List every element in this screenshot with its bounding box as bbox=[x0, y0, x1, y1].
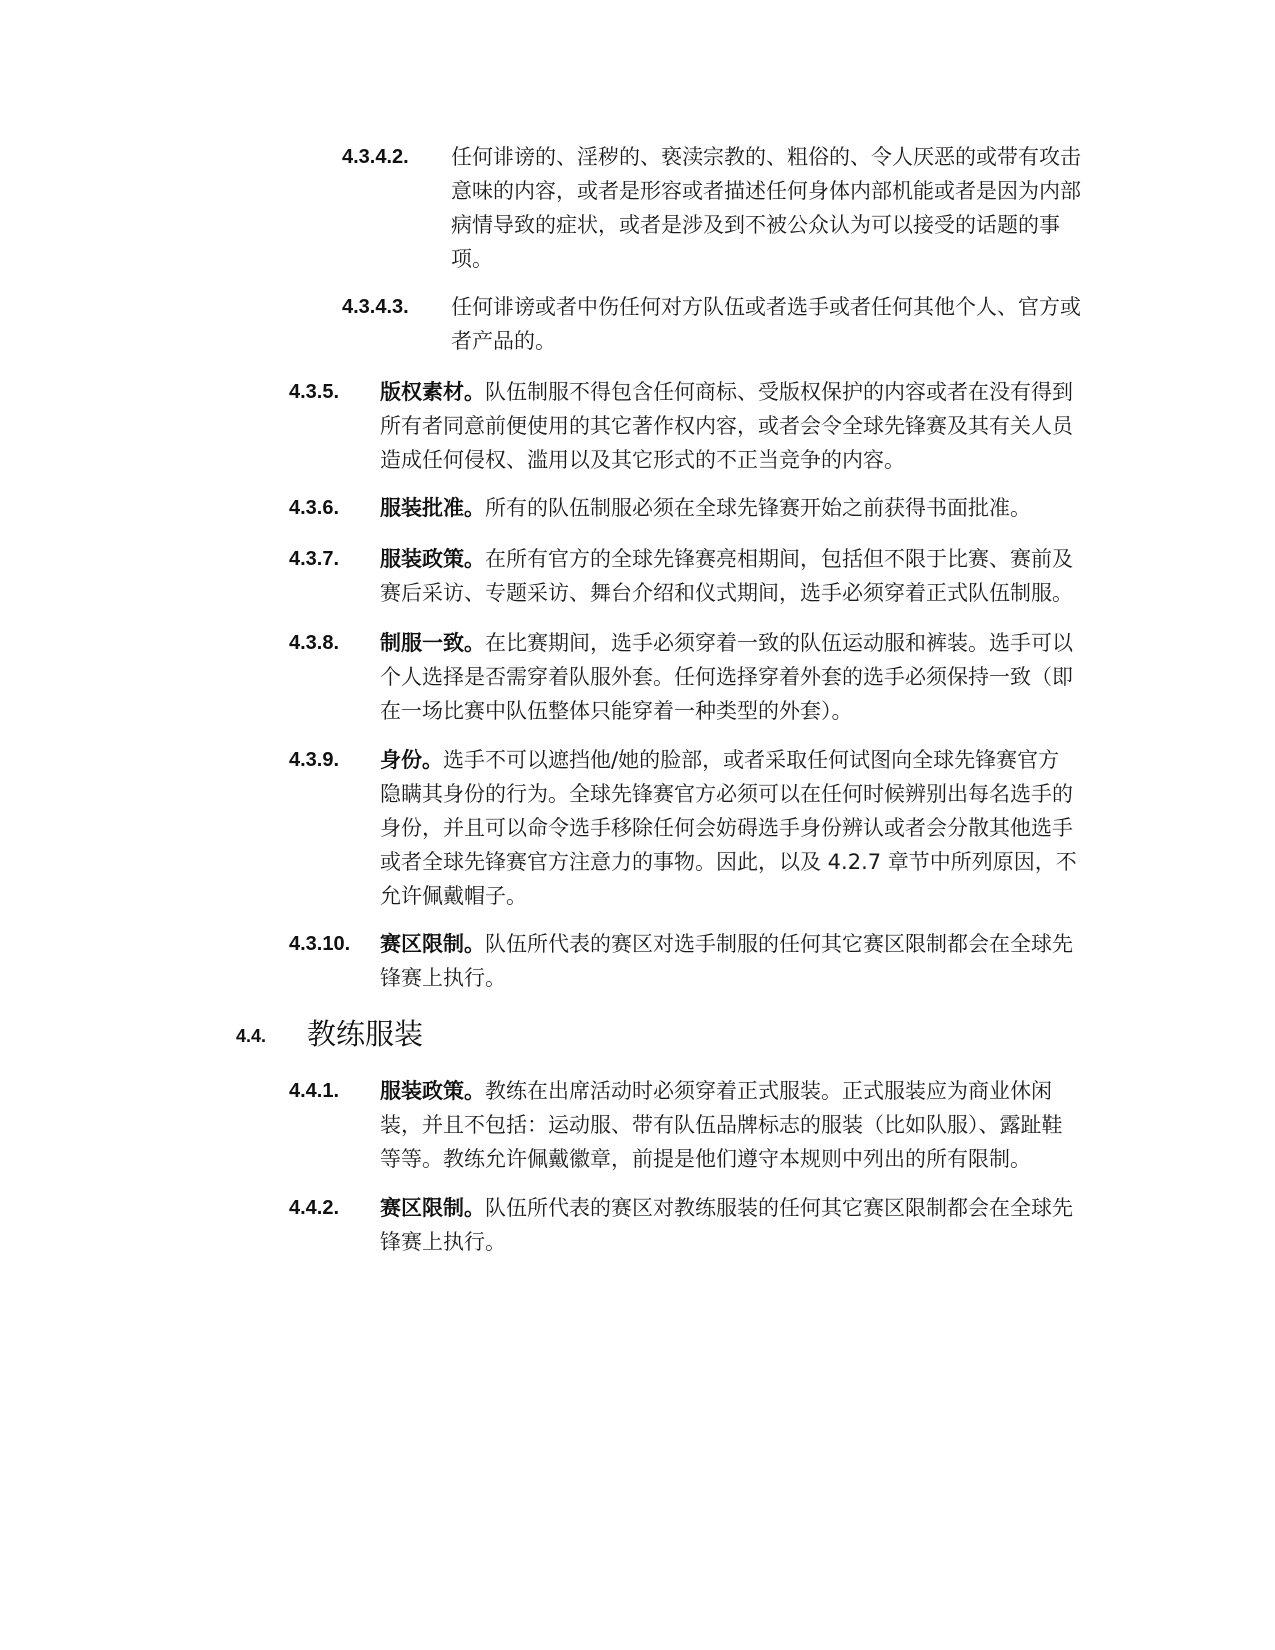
clause-text: 所有的队伍制服必须在全球先锋赛开始之前获得书面批准。 bbox=[485, 496, 1031, 520]
clause-line: 所有者同意前便使用的其它著作权内容，或者会令全球先锋赛及其有关人员 bbox=[380, 414, 1073, 438]
clause-number-4-3-9: 4.3.9. bbox=[289, 749, 340, 771]
clause-4-3-9 bbox=[380, 743, 1077, 913]
clause-number-4-3-10: 4.3.10. bbox=[289, 933, 351, 955]
clause-number-4-3-6: 4.3.6. bbox=[289, 497, 340, 519]
clause-title: 服装政策。 bbox=[380, 547, 485, 571]
clause-title: 赛区限制。 bbox=[380, 932, 485, 956]
clause-line: 个人选择是否需穿着队服外套。任何选择穿着外套的选手必须保持一致（即 bbox=[380, 665, 1073, 689]
clause-line: 装，并且不包括：运动服、带有队伍品牌标志的服装（比如队服）、露趾鞋 bbox=[380, 1113, 1063, 1137]
clause-line: 造成任何侵权、滥用以及其它形式的不正当竞争的内容。 bbox=[380, 448, 905, 472]
clause-number-4-3-4-3: 4.3.4.3. bbox=[342, 296, 409, 318]
clause-text: 队伍所代表的赛区对教练服装的任何其它赛区限制都会在全球先 bbox=[485, 1196, 1073, 1220]
clause-first-line bbox=[380, 542, 1073, 576]
clause-4-3-4-3 bbox=[451, 290, 1081, 358]
clause-4-3-10 bbox=[380, 927, 1073, 995]
clause-number-4-4-1: 4.4.1. bbox=[289, 1080, 340, 1102]
clause-number-4-4-2: 4.4.2. bbox=[289, 1197, 340, 1219]
clause-first-line bbox=[380, 626, 1073, 660]
clause-first-line bbox=[380, 375, 1073, 409]
clause-line: 意味的内容，或者是形容或者描述任何身体内部机能或者是因为内部 bbox=[451, 179, 1081, 203]
clause-first-line bbox=[380, 1074, 1063, 1108]
section-heading: 教练服装 bbox=[307, 1017, 424, 1051]
clause-4-3-7 bbox=[380, 542, 1073, 610]
clause-line: 锋赛上执行。 bbox=[380, 966, 506, 990]
clause-text: 在比赛期间，选手必须穿着一致的队伍运动服和裤装。选手可以 bbox=[485, 631, 1073, 655]
clause-title: 服装批准。 bbox=[380, 496, 485, 520]
clause-4-4-2 bbox=[380, 1191, 1073, 1259]
clause-first-line bbox=[380, 491, 1031, 525]
clause-title: 身份。 bbox=[380, 748, 443, 772]
section-number-4-4: 4.4. bbox=[236, 1026, 267, 1046]
clause-line: 锋赛上执行。 bbox=[380, 1230, 506, 1254]
clause-line: 在一场比赛中队伍整体只能穿着一种类型的外套）。 bbox=[380, 699, 853, 723]
clause-4-4-1 bbox=[380, 1074, 1063, 1176]
clause-text: 选手不可以遮挡他/她的脸部，或者采取任何试图向全球先锋赛官方 bbox=[443, 748, 1060, 772]
clause-line: 允许佩戴帽子。 bbox=[380, 884, 527, 908]
clause-number-4-3-4-2: 4.3.4.2. bbox=[342, 146, 409, 168]
clause-title: 制服一致。 bbox=[380, 631, 485, 655]
clause-first-line bbox=[380, 1191, 1073, 1225]
clause-line: 或者全球先锋赛官方注意力的事物。因此，以及 4.2.7 章节中所列原因，不 bbox=[380, 850, 1077, 874]
clause-line: 者产品的。 bbox=[451, 329, 556, 353]
clause-first-line bbox=[380, 743, 1077, 777]
clause-line: 病情导致的症状，或者是涉及到不被公众认为可以接受的话题的事 bbox=[451, 213, 1060, 237]
clause-number-4-3-5: 4.3.5. bbox=[289, 381, 340, 403]
clause-4-3-8 bbox=[380, 626, 1073, 728]
clause-4-3-6 bbox=[380, 491, 1031, 525]
clause-line: 等等。教练允许佩戴徽章，前提是他们遵守本规则中列出的所有限制。 bbox=[380, 1147, 1031, 1171]
clause-text: 教练在出席活动时必须穿着正式服装。正式服装应为商业休闲 bbox=[485, 1079, 1052, 1103]
clause-text: 队伍所代表的赛区对选手制服的任何其它赛区限制都会在全球先 bbox=[485, 932, 1073, 956]
clause-title: 版权素材。 bbox=[380, 380, 485, 404]
clause-title: 赛区限制。 bbox=[380, 1196, 485, 1220]
clause-line: 项。 bbox=[451, 247, 493, 271]
clause-line: 身份，并且可以命令选手移除任何会妨碍选手身份辨认或者会分散其他选手 bbox=[380, 816, 1073, 840]
clause-number-4-3-8: 4.3.8. bbox=[289, 632, 340, 654]
clause-4-3-4-2 bbox=[451, 140, 1081, 276]
clause-title: 服装政策。 bbox=[380, 1079, 485, 1103]
clause-line: 任何诽谤的、淫秽的、亵渎宗教的、粗俗的、令人厌恶的或带有攻击 bbox=[451, 145, 1081, 169]
clause-line: 任何诽谤或者中伤任何对方队伍或者选手或者任何其他个人、官方或 bbox=[451, 295, 1081, 319]
clause-line: 赛后采访、专题采访、舞台介绍和仪式期间，选手必须穿着正式队伍制服。 bbox=[380, 581, 1073, 605]
clause-first-line bbox=[380, 927, 1073, 961]
clause-text: 队伍制服不得包含任何商标、受版权保护的内容或者在没有得到 bbox=[485, 380, 1073, 404]
clause-number-4-3-7: 4.3.7. bbox=[289, 548, 340, 570]
clause-text: 在所有官方的全球先锋赛亮相期间，包括但不限于比赛、赛前及 bbox=[485, 547, 1073, 571]
clause-4-3-5 bbox=[380, 375, 1073, 477]
clause-line: 隐瞒其身份的行为。全球先锋赛官方必须可以在任何时候辨别出每名选手的 bbox=[380, 782, 1073, 806]
